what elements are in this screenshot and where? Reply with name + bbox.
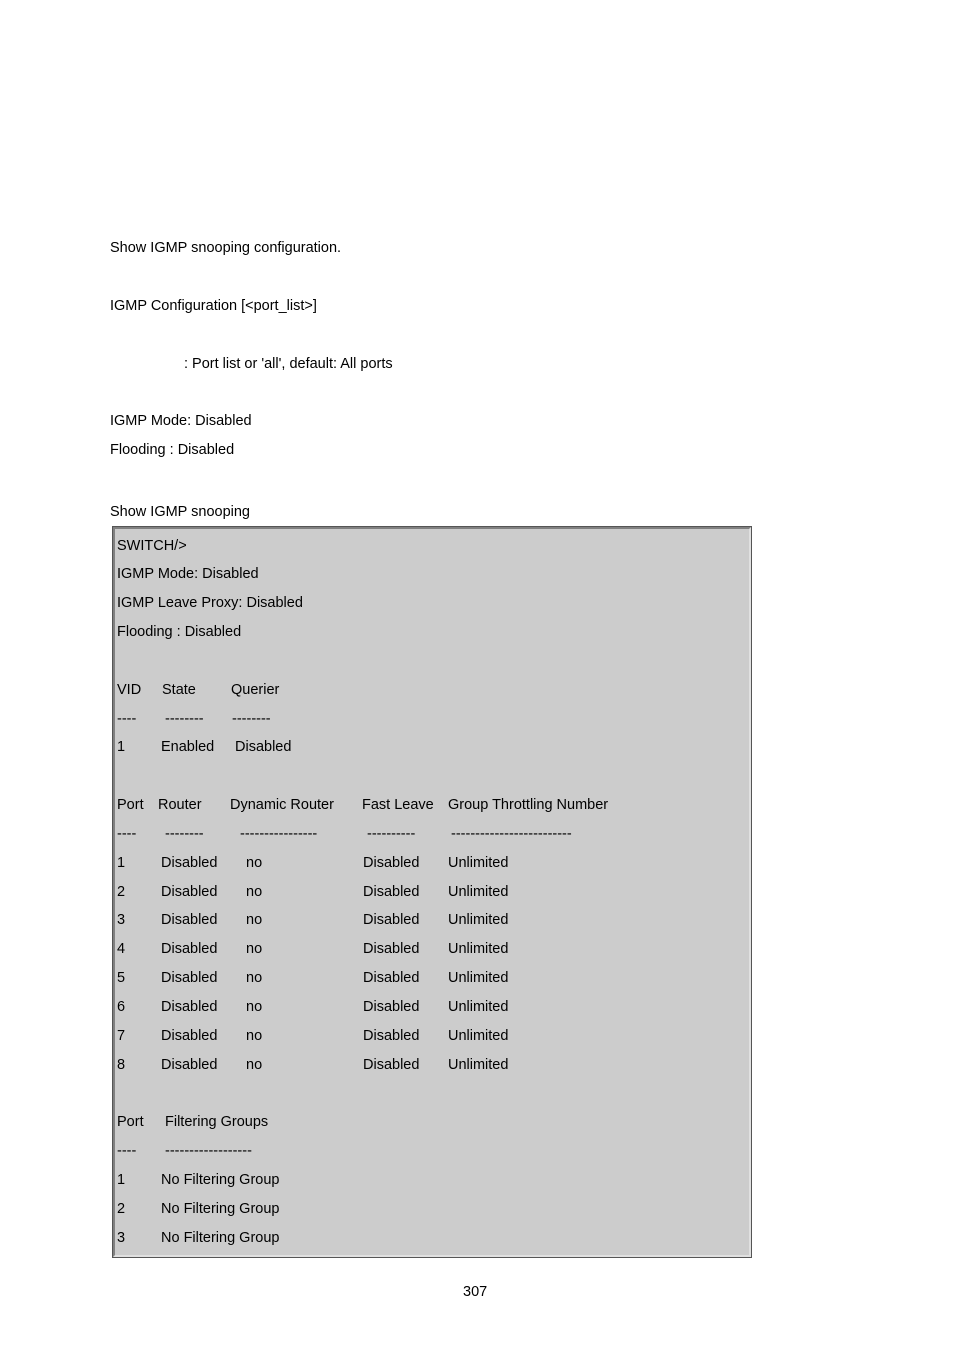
vlan-sep-state: -------- (165, 711, 204, 727)
port-cell: 7 (117, 1028, 126, 1044)
port-sep-fast-leave: ---------- (367, 826, 416, 842)
vlan-header-vid: VID (117, 682, 142, 698)
default-flooding: Flooding : Disabled (110, 442, 235, 458)
fast-leave-cell: Disabled (363, 1028, 420, 1044)
filter-header-groups: Filtering Groups (165, 1114, 269, 1130)
port-sep-dynamic-router: ---------------- (240, 826, 318, 842)
filtering-group-cell: No Filtering Group (161, 1201, 280, 1217)
port-cell: 3 (117, 912, 126, 928)
group-throttling-cell: Unlimited (448, 1028, 509, 1044)
vlan-row-querier: Disabled (235, 739, 292, 755)
port-header-port: Port (117, 797, 144, 813)
router-cell: Disabled (161, 912, 218, 928)
fast-leave-cell: Disabled (363, 999, 420, 1015)
console-leave-proxy: IGMP Leave Proxy: Disabled (117, 595, 303, 611)
router-cell: Disabled (161, 970, 218, 986)
fast-leave-cell: Disabled (363, 884, 420, 900)
port-cell: 2 (117, 884, 126, 900)
group-throttling-cell: Unlimited (448, 999, 509, 1015)
port-header-dynamic-router: Dynamic Router (230, 797, 334, 813)
port-cell: 6 (117, 999, 126, 1015)
port-cell: 5 (117, 970, 126, 986)
group-throttling-cell: Unlimited (448, 941, 509, 957)
dynamic-router-cell: no (246, 1057, 263, 1073)
port-cell: 8 (117, 1057, 126, 1073)
port-header-router: Router (158, 797, 202, 813)
vlan-row-state: Enabled (161, 739, 215, 755)
port-header-fast-leave: Fast Leave (362, 797, 434, 813)
console-flooding: Flooding : Disabled (117, 624, 242, 640)
fast-leave-cell: Disabled (363, 1057, 420, 1073)
vlan-row-vid: 1 (117, 739, 126, 755)
router-cell: Disabled (161, 1057, 218, 1073)
router-cell: Disabled (161, 1028, 218, 1044)
group-throttling-cell: Unlimited (448, 970, 509, 986)
dynamic-router-cell: no (246, 970, 263, 986)
parameter-text: : Port list or 'all', default: All ports (184, 356, 393, 372)
port-header-group-throttling: Group Throttling Number (448, 797, 609, 813)
console-igmp-mode: IGMP Mode: Disabled (117, 566, 259, 582)
filtering-group-cell: No Filtering Group (161, 1230, 280, 1246)
default-mode: IGMP Mode: Disabled (110, 413, 252, 429)
group-throttling-cell: Unlimited (448, 884, 509, 900)
fast-leave-cell: Disabled (363, 912, 420, 928)
group-throttling-cell: Unlimited (448, 1057, 509, 1073)
syntax-text: IGMP Configuration [<port_list>] (110, 298, 317, 314)
port-sep-group-throttling: ------------------------- (451, 826, 572, 842)
vlan-header-querier: Querier (231, 682, 280, 698)
example-title: Show IGMP snooping (110, 504, 250, 520)
fast-leave-cell: Disabled (363, 941, 420, 957)
page-number: 307 (463, 1284, 488, 1300)
port-sep-port: ---- (117, 826, 137, 842)
console-output-box (113, 527, 751, 1257)
router-cell: Disabled (161, 999, 218, 1015)
group-throttling-cell: Unlimited (448, 855, 509, 871)
dynamic-router-cell: no (246, 999, 263, 1015)
filter-sep-groups: ------------------ (165, 1143, 252, 1159)
port-cell: 4 (117, 941, 126, 957)
router-cell: Disabled (161, 855, 218, 871)
filter-header-port: Port (117, 1114, 144, 1130)
dynamic-router-cell: no (246, 1028, 263, 1044)
router-cell: Disabled (161, 941, 218, 957)
dynamic-router-cell: no (246, 884, 263, 900)
vlan-sep-vid: ---- (117, 711, 137, 727)
vlan-sep-querier: -------- (232, 711, 271, 727)
console-prompt: SWITCH/> (117, 538, 187, 554)
port-sep-router: -------- (165, 826, 204, 842)
router-cell: Disabled (161, 884, 218, 900)
vlan-header-state: State (162, 682, 196, 698)
group-throttling-cell: Unlimited (448, 912, 509, 928)
fast-leave-cell: Disabled (363, 855, 420, 871)
port-cell: 2 (117, 1201, 126, 1217)
port-cell: 3 (117, 1230, 126, 1246)
dynamic-router-cell: no (246, 855, 263, 871)
dynamic-router-cell: no (246, 912, 263, 928)
dynamic-router-cell: no (246, 941, 263, 957)
filtering-group-cell: No Filtering Group (161, 1172, 280, 1188)
port-cell: 1 (117, 1172, 126, 1188)
port-cell: 1 (117, 855, 126, 871)
description-text: Show IGMP snooping configuration. (110, 240, 342, 256)
fast-leave-cell: Disabled (363, 970, 420, 986)
filter-sep-port: ---- (117, 1143, 137, 1159)
